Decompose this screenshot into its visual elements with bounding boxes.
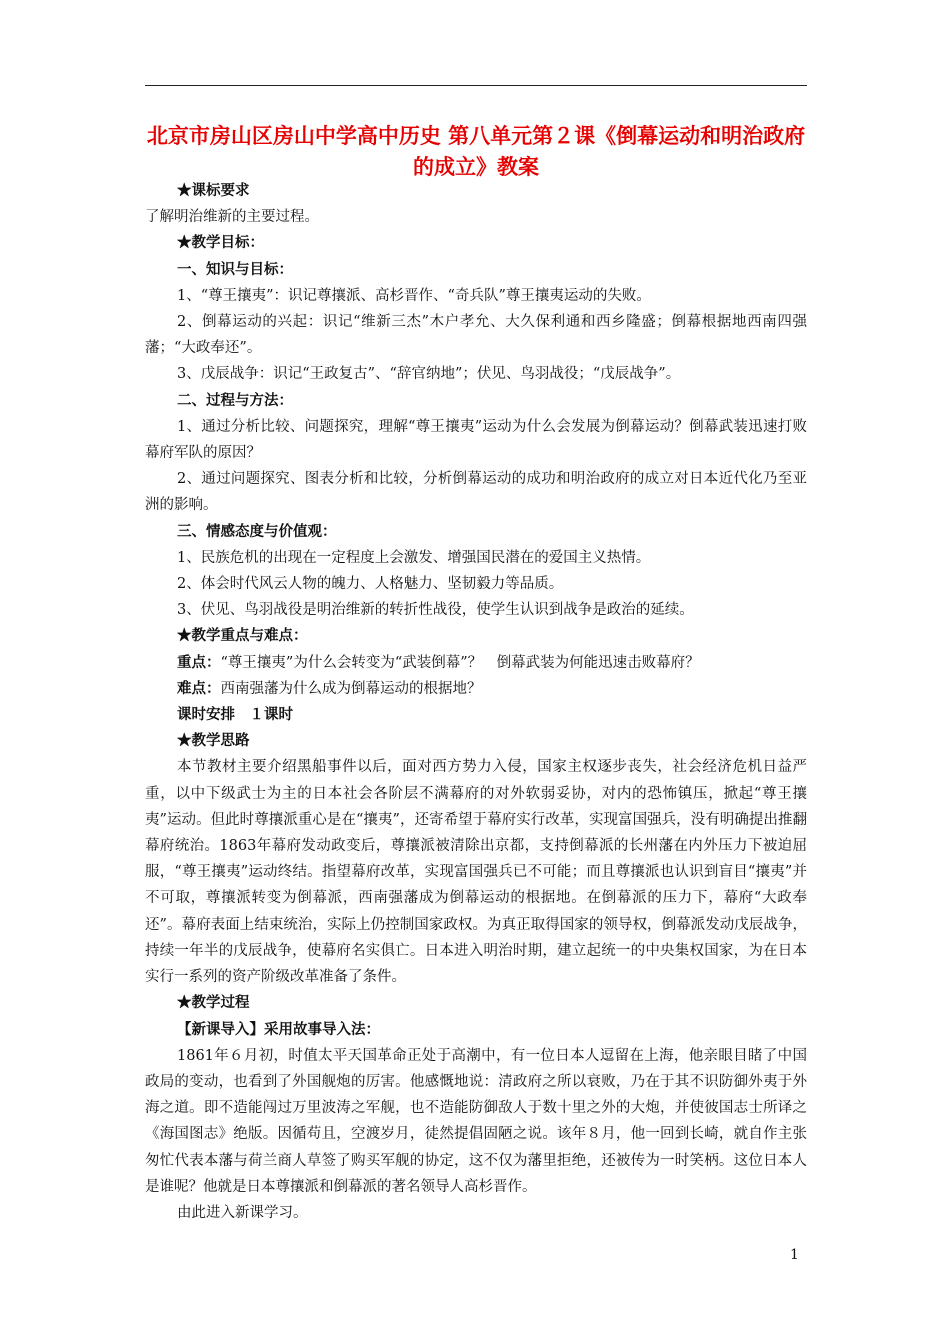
heading-teaching-idea: ★教学思路	[177, 732, 250, 750]
heading-objectives: ★教学目标：	[177, 234, 264, 252]
document-title: 北京市房山区房山中学高中历史 第八单元第２课《倒幕运动和明治政府的成立》教案	[146, 123, 806, 179]
list-item: 1、民族危机的出现在一定程度上会激发、增强国民潜在的爱国主义热情。	[177, 549, 651, 566]
header-rule	[145, 85, 807, 86]
list-item: 2、体会时代风云人物的魄力、人格魅力、坚韧毅力等品质。	[177, 576, 564, 593]
list-item: 3、戊辰战争：识记“王政复古”、“辞官纳地”；伏见、鸟羽战役；“戊辰战争”。	[177, 366, 681, 383]
list-item: 1、“尊王攘夷”：识记尊攘派、高杉晋作、“奇兵队”尊王攘夷运动的失败。	[177, 287, 651, 304]
list-item: 2、通过问题探究、图表分析和比较，分析倒幕运动的成功和明治政府的成立对日本近代化乃至亚洲的影响。	[145, 471, 807, 514]
key-point-line	[145, 650, 807, 676]
subheading-introduction: 【新课导入】采用故事导入法：	[177, 1020, 380, 1038]
list-item: 2、倒幕运动的兴起：识记“维新三杰”木户孝允、大久保利通和西乡隆盛；倒幕根据地西南四强藩；“大政奉还”。	[145, 314, 807, 357]
key-point-text: “尊王攘夷”为什么会转变为“武装倒幕”？ 倒幕武装为何能迅速击败幕府？	[220, 654, 700, 671]
heading-curriculum: ★课标要求	[177, 182, 250, 199]
subheading-process: 二、过程与方法：	[177, 391, 293, 409]
difficulty-line	[145, 676, 807, 702]
list-item: 3、伏见、鸟羽战役是明治维新的转折性战役，使学生认识到战争是政治的延续。	[177, 602, 694, 619]
heading-key-points: ★教学重点与难点：	[177, 627, 308, 645]
difficulty-text: 西南强藩为什么成为倒幕运动的根据地？	[220, 680, 482, 697]
difficulty-label: 难点：	[177, 679, 221, 697]
subheading-values: 三、情感态度与价值观：	[177, 522, 337, 540]
paragraph: 由此进入新课学习。	[177, 1204, 308, 1221]
subheading-knowledge: 一、知识与目标：	[177, 260, 293, 278]
key-point-label: 重点：	[177, 653, 221, 671]
paragraph: 了解明治维新的主要过程。	[145, 209, 319, 226]
list-item: 1、通过分析比较、问题探究，理解“尊王攘夷”运动为什么会发展为倒幕运动？倒幕武装迅速打败幕府军队的原因？	[145, 418, 807, 462]
document-body	[145, 178, 807, 1226]
class-hours: 课时安排 １课时	[177, 706, 293, 724]
page-number: 1	[790, 1247, 799, 1263]
story-paragraph: 1861年６月初，时值太平天国革命正处于高潮中，有一位日本人逗留在上海，他亲眼目睹了中国政局的变动，也看到了外国舰炮的厉害。他感慨地说：清政府之所以衰败，乃在于其不识防御外夷于外海之道。即不造能闯过万里波涛之军舰，也不造能防御敌人于数十里之外的大炮，并使彼国志士所译之《海国图志》绝版。因循苟且，空渡岁月，徒然提倡固陋之说。该年８月，他一回到长崎，就自作主张匆忙代表本藩与荷兰商人草签了购买军舰的协定，这不仅为藩里拒绝，还被传为一时笑柄。这位日本人是谁呢？他就是日本尊攘派和倒幕派的著名领导人高杉晋作。	[145, 1047, 807, 1195]
heading-teaching-process: ★教学过程	[177, 994, 250, 1012]
teaching-idea-paragraph: 本节教材主要介绍黑船事件以后，面对西方势力入侵，国家主权逐步丧失，社会经济危机日益严重，以中下级武士为主的日本社会各阶层不满幕府的对外软弱妥协，对内的恐怖镇压，掀起“尊王攘夷”运动。但此时尊攘派重心是在“攘夷”，还寄希望于幕府实行改革，实现富国强兵，没有明确提出推翻幕府统治。1863年幕府发动政变后，尊攘派被清除出京都，支持倒幕派的长州藩在内外压力下被迫屈服，“尊王攘夷”运动终结。指望幕府改革，实现富国强兵已不可能；而且尊攘派也认识到盲目“攘夷”并不可取，尊攘派转变为倒幕派，西南强藩成为倒幕运动的根据地。在倒幕派的压力下，幕府“大政奉还”。幕府表面上结束统治，实际上仍控制国家政权。为真正取得国家的领导权，倒幕派发动戊辰战争，持续一年半的戊辰战争，使幕府名实俱亡。日本进入明治时期，建立起统一的中央集权国家，为在日本实行一系列的资产阶级改革准备了条件。	[145, 759, 807, 986]
